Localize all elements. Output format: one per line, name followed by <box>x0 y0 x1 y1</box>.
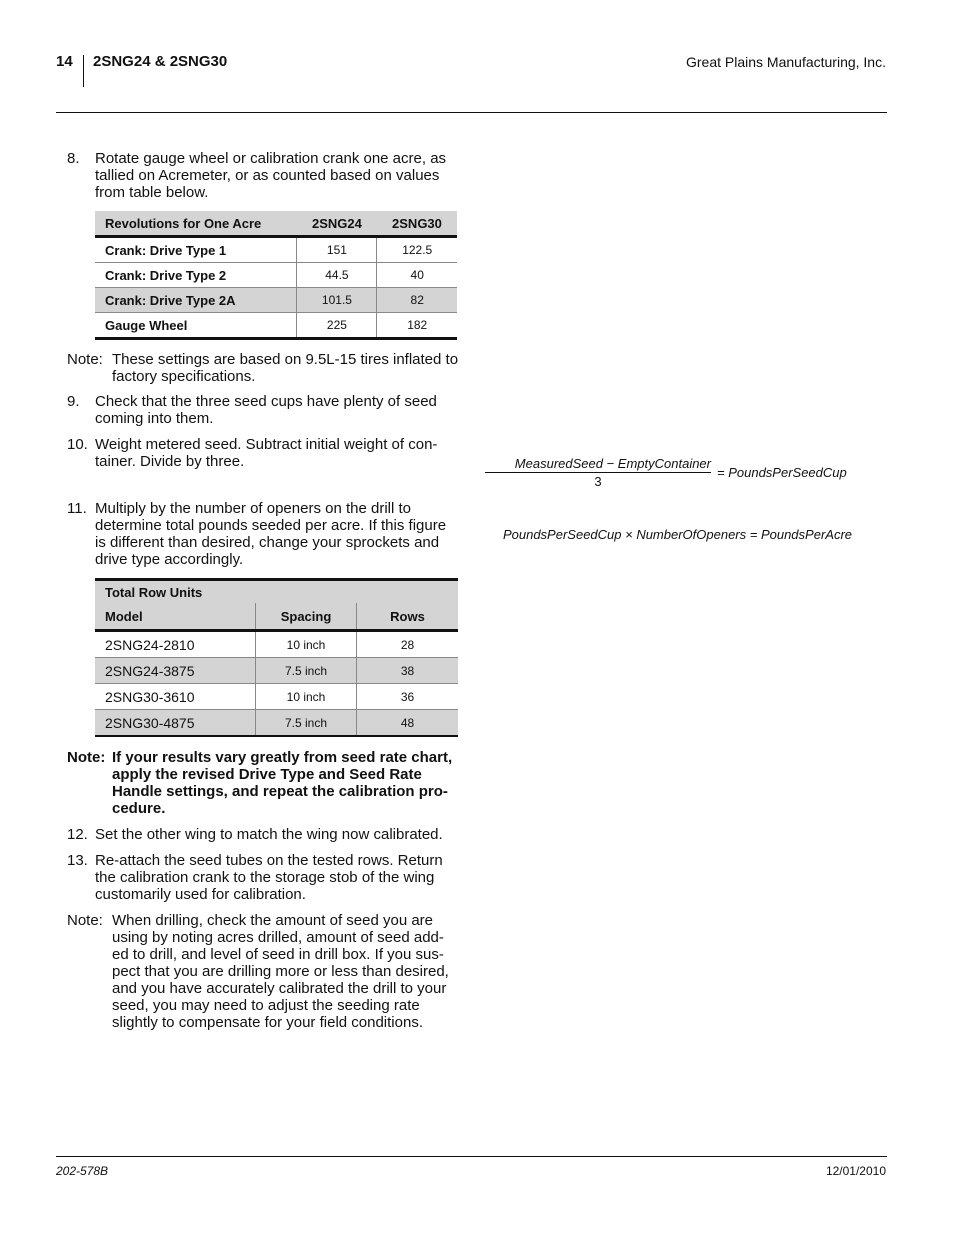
table-row <box>95 631 458 658</box>
step-number: 8. <box>67 150 80 167</box>
table-cell: 10 inch <box>256 684 357 710</box>
step-8 <box>67 150 459 201</box>
table-row <box>95 684 458 710</box>
step-number: 13. <box>67 852 88 869</box>
table-cell: 122.5 <box>377 237 457 263</box>
formula-pounds-per-seed-cup <box>485 456 870 488</box>
table-cell: 36 <box>357 684 459 710</box>
table-cell: 48 <box>357 710 459 737</box>
note-label: Note: <box>67 912 103 929</box>
table-header: 2SNG24 <box>297 211 377 237</box>
fraction-bar <box>485 472 711 473</box>
note-tires <box>67 351 459 385</box>
step-13 <box>67 852 459 903</box>
note-text: These settings are based on 9.5L-15 tires inflated to factory specifications. <box>112 351 459 385</box>
revision-date: 12/01/2010 <box>825 1164 886 1178</box>
step-number: 11. <box>67 500 87 517</box>
table-row <box>95 288 457 313</box>
table-cell: 2SNG24-3875 <box>95 658 256 684</box>
formula-fraction <box>485 456 711 488</box>
table-cell: Crank: Drive Type 2A <box>95 288 297 313</box>
step-number: 12. <box>67 826 88 843</box>
header-divider <box>83 55 84 87</box>
table-header: 2SNG30 <box>377 211 457 237</box>
step-9 <box>67 393 459 427</box>
table-header: Revolutions for One Acre <box>95 211 297 237</box>
table-cell: 38 <box>357 658 459 684</box>
table-row <box>95 710 458 737</box>
step-12 <box>67 826 459 843</box>
note-label: Note: <box>67 749 106 766</box>
step-text: Check that the three seed cups have plenty of seed coming into them. <box>95 393 437 427</box>
table-cell: Gauge Wheel <box>95 313 297 339</box>
formula-numerator: MeasuredSeed − EmptyContainer <box>514 456 711 471</box>
formula-result: = PoundsPerSeedCup <box>717 465 847 480</box>
table-cell: 2SNG30-3610 <box>95 684 256 710</box>
table-cell: Crank: Drive Type 1 <box>95 237 297 263</box>
table-header: Model <box>95 603 256 631</box>
company-name: Great Plains Manufacturing, Inc. <box>686 54 886 70</box>
table-cell: 2SNG30-4875 <box>95 710 256 737</box>
step-text: Re-attach the seed tubes on the tested rows. Return the calibration crank to the storage stob of the wing customarily used for calibration. <box>95 852 443 903</box>
row-units-table <box>95 578 458 737</box>
table-cell: 40 <box>377 263 457 288</box>
note-label: Note: <box>67 351 103 368</box>
table-cell: 10 inch <box>256 631 357 658</box>
formula-denominator: 3 <box>594 474 602 488</box>
table-header: Rows <box>357 603 459 631</box>
table-header: Spacing <box>256 603 357 631</box>
page-number: 14 <box>56 53 73 70</box>
note-text: If your results vary greatly from seed rate chart, apply the revised Drive Type and Seed Rate Handle settings, and repeat the calibration pro-cedure. <box>112 749 453 817</box>
table-cell: 44.5 <box>297 263 377 288</box>
table-cell: 7.5 inch <box>256 710 357 737</box>
table-row <box>95 313 457 339</box>
table-cell: 2SNG24-2810 <box>95 631 256 658</box>
step-11 <box>67 500 459 568</box>
table-cell: Crank: Drive Type 2 <box>95 263 297 288</box>
step-number: 9. <box>67 393 80 410</box>
document-number: 202-578B <box>56 1164 109 1178</box>
table-cell: 82 <box>377 288 457 313</box>
note-results-vary <box>67 749 459 817</box>
note-text: When drilling, check the amount of seed you are using by noting acres drilled, amount of seed add-ed to drill, and level of seed in drill box. If you sus-pect that you are drilling more or less than desired, and you have accurately calibrated the drill to your seed, you may need to adjust the seeding rate slightly to compensate for your field conditions. <box>112 912 449 1031</box>
header-rule <box>56 112 887 113</box>
table-title: Total Row Units <box>95 580 458 604</box>
table-row <box>95 237 457 263</box>
table-cell: 182 <box>377 313 457 339</box>
note-drilling <box>67 912 459 1031</box>
step-number: 10. <box>67 436 88 453</box>
formula-pounds-per-acre <box>485 527 870 545</box>
step-text: Rotate gauge wheel or calibration crank one acre, as tallied on Acremeter, or as counted based on values from table below. <box>95 150 447 201</box>
table-cell: 7.5 inch <box>256 658 357 684</box>
formula-expression: PoundsPerSeedCup × NumberOfOpeners = PoundsPerAcre <box>502 527 853 542</box>
table-cell: 101.5 <box>297 288 377 313</box>
table-row <box>95 658 458 684</box>
step-10 <box>67 436 459 470</box>
table-cell: 225 <box>297 313 377 339</box>
table-cell: 151 <box>297 237 377 263</box>
table-cell: 28 <box>357 631 459 658</box>
step-text: Weight metered seed. Subtract initial weight of con-tainer. Divide by three. <box>95 436 438 470</box>
revolutions-table <box>95 211 457 340</box>
table-row <box>95 263 457 288</box>
step-text: Multiply by the number of openers on the drill to determine total pounds seeded per acre. If this figure is different than desired, change your sprockets and drive type accordingly. <box>95 500 447 568</box>
step-text: Set the other wing to match the wing now calibrated. <box>95 826 443 843</box>
footer-rule <box>56 1156 887 1157</box>
manual-title: 2SNG24 & 2SNG30 <box>93 53 228 70</box>
